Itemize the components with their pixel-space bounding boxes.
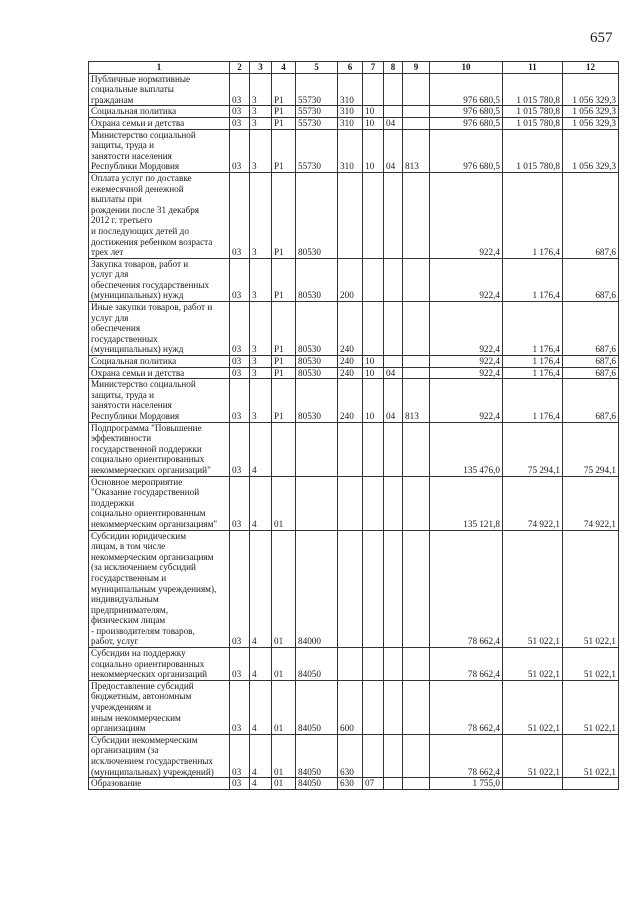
column-header: 6 (338, 62, 363, 74)
table-cell (363, 73, 384, 106)
table-cell: 687,6 (563, 172, 619, 258)
table-cell (363, 648, 384, 681)
row-description-cell (89, 680, 230, 734)
table-cell: 10 (363, 129, 384, 172)
table-cell: 4 (250, 648, 272, 681)
table-cell: Р1 (272, 379, 296, 422)
table-cell: 84050 (296, 734, 338, 777)
table-cell (563, 778, 619, 790)
table-cell: 1 056 329,3 (563, 73, 619, 106)
table-header-row (89, 62, 619, 74)
table-cell: 51 022,1 (563, 648, 619, 681)
table-cell: 687,6 (563, 367, 619, 379)
table-cell: 55730 (296, 129, 338, 172)
table-row (89, 530, 619, 648)
table-row (89, 106, 619, 118)
table-cell: 78 662,4 (430, 734, 503, 777)
table-row (89, 172, 619, 258)
row-description-line: услуг для (91, 269, 129, 280)
table-row (89, 356, 619, 368)
table-cell: 84000 (296, 530, 338, 648)
table-cell (363, 530, 384, 648)
table-cell (384, 734, 403, 777)
table-cell (503, 778, 563, 790)
table-cell: 630 (338, 778, 363, 790)
table-cell: 04 (384, 129, 403, 172)
table-cell: 135 476,0 (430, 422, 503, 476)
row-description-line: государственных (муниципальных) нужд (91, 333, 184, 355)
column-header: 1 (89, 62, 230, 74)
row-description-cell (89, 530, 230, 648)
row-description-cell: Социальная политика (89, 356, 230, 368)
row-description-line: - производителям товаров, (91, 625, 195, 636)
table-cell: 310 (338, 73, 363, 106)
table-cell: 687,6 (563, 258, 619, 301)
column-header: 12 (563, 62, 619, 74)
table-cell: 03 (230, 129, 250, 172)
table-cell: Р1 (272, 302, 296, 356)
table-cell: 687,6 (563, 302, 619, 356)
table-row (89, 117, 619, 129)
row-description-line: некоммерческим организациям (91, 551, 214, 562)
table-cell: 01 (272, 476, 296, 530)
row-description-line: иным некоммерческим организациям (91, 712, 181, 734)
table-cell: 240 (338, 302, 363, 356)
column-header: 10 (430, 62, 503, 74)
table-cell (403, 356, 430, 368)
table-cell: 240 (338, 367, 363, 379)
table-cell (403, 367, 430, 379)
table-cell: 80530 (296, 302, 338, 356)
row-description-cell (89, 379, 230, 422)
row-description-cell (89, 648, 230, 681)
table-cell: 922,4 (430, 302, 503, 356)
table-cell: 74 922,1 (503, 476, 563, 530)
column-header: 5 (296, 62, 338, 74)
table-cell (403, 106, 430, 118)
table-cell: 3 (250, 106, 272, 118)
table-cell: 03 (230, 117, 250, 129)
table-cell: 1 056 329,3 (563, 106, 619, 118)
table-cell (403, 778, 430, 790)
table-cell: 03 (230, 106, 250, 118)
table-cell (338, 648, 363, 681)
table-cell: 200 (338, 258, 363, 301)
table-cell: 976 680,5 (430, 129, 503, 172)
table-cell (403, 680, 430, 734)
table-cell (272, 422, 296, 476)
row-description-cell (89, 258, 230, 301)
row-description-line: Республики Мордовия (91, 161, 180, 172)
table-cell (384, 302, 403, 356)
row-description-line: гражданам (91, 94, 134, 105)
budget-table (88, 61, 619, 790)
row-description-line: услуг для (91, 312, 129, 323)
row-description-line: Закупка товаров, работ и (91, 258, 189, 269)
table-cell: 04 (384, 117, 403, 129)
table-row (89, 129, 619, 172)
table-cell: 813 (403, 129, 430, 172)
row-description-line: рождении после 31 декабря (91, 204, 200, 215)
table-cell: Р1 (272, 117, 296, 129)
table-cell: 310 (338, 129, 363, 172)
row-description-cell (89, 172, 230, 258)
row-description-line: Министерство социальной (91, 129, 196, 140)
table-cell: Р1 (272, 129, 296, 172)
table-cell: 51 022,1 (563, 734, 619, 777)
table-cell: 3 (250, 73, 272, 106)
row-description-line: Субсидии юридическим (91, 530, 187, 541)
table-cell: 4 (250, 734, 272, 777)
row-description-line: социальные выплаты (91, 84, 174, 95)
table-body (89, 73, 619, 789)
table-cell: 976 680,5 (430, 73, 503, 106)
table-cell: 03 (230, 172, 250, 258)
table-cell: 75 294,1 (563, 422, 619, 476)
table-cell: Р1 (272, 106, 296, 118)
table-cell: 1 176,4 (503, 302, 563, 356)
table-cell: 310 (338, 106, 363, 118)
table-cell: 03 (230, 778, 250, 790)
row-description-line: Основное мероприятие (91, 476, 183, 487)
table-row (89, 476, 619, 530)
row-description-line: Министерство социальной (91, 379, 196, 390)
table-cell: 84050 (296, 648, 338, 681)
table-cell (296, 422, 338, 476)
table-cell: 10 (363, 379, 384, 422)
table-cell: 01 (272, 530, 296, 648)
table-cell (363, 302, 384, 356)
table-cell: 1 015 780,8 (503, 106, 563, 118)
row-description-line: (за исключением субсидий (91, 562, 196, 573)
table-cell: 10 (363, 117, 384, 129)
table-cell: 1 176,4 (503, 367, 563, 379)
table-cell: 310 (338, 117, 363, 129)
row-description-line: работ, услуг (91, 636, 139, 647)
table-cell: 78 662,4 (430, 648, 503, 681)
table-cell: 84050 (296, 680, 338, 734)
table-cell: 04 (384, 379, 403, 422)
table-cell: 687,6 (563, 356, 619, 368)
row-description-line: 2012 г. третьего (91, 215, 153, 226)
table-cell: 922,4 (430, 172, 503, 258)
row-description-line: Субсидии на поддержку (91, 648, 186, 659)
table-cell: 3 (250, 258, 272, 301)
row-description-line: Иные закупки товаров, работ и (91, 302, 213, 313)
row-description-line: "Оказание государственной (91, 487, 200, 498)
table-cell: 1 176,4 (503, 356, 563, 368)
table-cell: 630 (338, 734, 363, 777)
row-description-line: защиты, труда и (91, 389, 155, 400)
row-description-line: социально ориентированных (91, 454, 205, 465)
table-cell: 75 294,1 (503, 422, 563, 476)
row-description-line: защиты, труда и (91, 140, 155, 151)
table-cell: 1 015 780,8 (503, 129, 563, 172)
row-description-cell (89, 73, 230, 106)
row-description-line: эффективности (91, 433, 152, 444)
row-description-cell: Образование (89, 778, 230, 790)
table-cell: Р1 (272, 258, 296, 301)
table-row (89, 680, 619, 734)
table-row (89, 367, 619, 379)
table-cell (403, 302, 430, 356)
table-cell: 976 680,5 (430, 106, 503, 118)
table-row (89, 422, 619, 476)
row-description-line: физическим лицам (91, 615, 166, 626)
row-description-line: и последующих детей до достижения ребенком возраста трех лет (91, 225, 213, 258)
table-cell (384, 648, 403, 681)
table-cell: 1 176,4 (503, 172, 563, 258)
row-description-line: занятости населения (91, 400, 172, 411)
row-description-cell: Охрана семьи и детства (89, 367, 230, 379)
table-row (89, 73, 619, 106)
table-cell: Р1 (272, 356, 296, 368)
table-row (89, 648, 619, 681)
table-cell: 55730 (296, 117, 338, 129)
table-cell: 1 056 329,3 (563, 129, 619, 172)
table-cell: 03 (230, 734, 250, 777)
table-cell (363, 476, 384, 530)
table-cell: 976 680,5 (430, 117, 503, 129)
row-description-line: учреждениям и (91, 702, 152, 713)
page-number: 657 (590, 30, 613, 46)
table-cell: 04 (384, 367, 403, 379)
table-cell: 1 015 780,8 (503, 117, 563, 129)
row-description-line: некоммерческих организаций" (91, 464, 211, 475)
table-cell: 10 (363, 106, 384, 118)
row-description-line: Публичные нормативные (91, 73, 191, 84)
table-cell: 01 (272, 680, 296, 734)
table-cell (363, 258, 384, 301)
table-cell: 03 (230, 680, 250, 734)
table-cell: 03 (230, 258, 250, 301)
table-cell: 1 056 329,3 (563, 117, 619, 129)
table-cell: 1 176,4 (503, 258, 563, 301)
table-cell: 03 (230, 356, 250, 368)
table-cell: 3 (250, 129, 272, 172)
table-cell: 51 022,1 (563, 530, 619, 648)
table-cell: 78 662,4 (430, 680, 503, 734)
table-cell: 922,4 (430, 367, 503, 379)
table-cell (338, 172, 363, 258)
table-row (89, 302, 619, 356)
row-description-line: ежемесячной денежной (91, 183, 184, 194)
table-cell: Р1 (272, 73, 296, 106)
table-cell (384, 73, 403, 106)
row-description-line: государственным и (91, 572, 167, 583)
table-cell: 07 (363, 778, 384, 790)
table-cell: 80530 (296, 172, 338, 258)
table-cell: 74 922,1 (563, 476, 619, 530)
table-cell: 01 (272, 778, 296, 790)
table-cell: 80530 (296, 356, 338, 368)
table-cell (384, 476, 403, 530)
row-description-line: Предоставление субсидий (91, 680, 194, 691)
table-cell (384, 172, 403, 258)
table-cell (403, 172, 430, 258)
table-cell (338, 530, 363, 648)
table-cell: 03 (230, 73, 250, 106)
row-description-line: некоммерческим организациям" (91, 518, 218, 529)
table-cell: 51 022,1 (563, 680, 619, 734)
table-cell: 1 176,4 (503, 379, 563, 422)
table-cell (403, 734, 430, 777)
row-description-line: выплаты при (91, 194, 142, 205)
column-header: 2 (230, 62, 250, 74)
table-cell (403, 530, 430, 648)
row-description-line: индивидуальным предпринимателям, (91, 594, 169, 615)
table-cell (338, 476, 363, 530)
table-cell (384, 530, 403, 648)
row-description-line: обеспечения (91, 323, 141, 334)
column-header: 9 (403, 62, 430, 74)
row-description-line: обеспечения государственных (муниципальных) нужд (91, 279, 210, 301)
table-cell: 3 (250, 302, 272, 356)
table-cell (384, 778, 403, 790)
column-header: 3 (250, 62, 272, 74)
table-cell (403, 648, 430, 681)
table-cell: 4 (250, 778, 272, 790)
table-cell: 51 022,1 (503, 680, 563, 734)
row-description-cell (89, 734, 230, 777)
table-cell (403, 422, 430, 476)
row-description-line: исключением государственных (91, 756, 214, 766)
table-cell: 01 (272, 648, 296, 681)
table-cell: 78 662,4 (430, 530, 503, 648)
table-row (89, 379, 619, 422)
table-cell: 03 (230, 379, 250, 422)
column-header: 7 (363, 62, 384, 74)
table-cell: Р1 (272, 367, 296, 379)
table-cell: 240 (338, 379, 363, 422)
row-description-line: занятости населения (91, 150, 172, 161)
row-description-line: государственной поддержки (91, 443, 202, 454)
table-cell: 55730 (296, 73, 338, 106)
table-cell: 922,4 (430, 258, 503, 301)
row-description-line: организациям (за (91, 745, 159, 756)
table-cell: 3 (250, 356, 272, 368)
table-row (89, 258, 619, 301)
row-description-line: социально ориентированных (91, 658, 205, 669)
column-header: 4 (272, 62, 296, 74)
table-cell: 03 (230, 422, 250, 476)
table-cell (384, 258, 403, 301)
table-cell: 03 (230, 530, 250, 648)
table-cell: 51 022,1 (503, 648, 563, 681)
table-cell: 03 (230, 302, 250, 356)
table-cell: 3 (250, 367, 272, 379)
table-cell: 3 (250, 379, 272, 422)
table-cell (363, 734, 384, 777)
table-cell: 687,6 (563, 379, 619, 422)
table-cell: 4 (250, 476, 272, 530)
column-header: 11 (503, 62, 563, 74)
table-cell: 4 (250, 530, 272, 648)
table-cell: 10 (363, 367, 384, 379)
table-cell (384, 106, 403, 118)
table-cell: 922,4 (430, 356, 503, 368)
table-cell (403, 117, 430, 129)
table-cell: 922,4 (430, 379, 503, 422)
row-description-line: социально ориентированным (91, 508, 206, 519)
table-cell: 84050 (296, 778, 338, 790)
row-description-line: муниципальным учреждениям), (91, 583, 217, 594)
row-description-cell (89, 129, 230, 172)
table-cell: 03 (230, 367, 250, 379)
row-description-line: Подпрограмма "Повышение (91, 422, 202, 433)
table-row (89, 734, 619, 777)
row-description-line: лицам, в том числе (91, 541, 166, 552)
table-cell: 600 (338, 680, 363, 734)
table-cell (403, 476, 430, 530)
table-cell (363, 680, 384, 734)
table-cell (384, 680, 403, 734)
table-cell: 240 (338, 356, 363, 368)
table-cell: 80530 (296, 379, 338, 422)
table-cell: 51 022,1 (503, 734, 563, 777)
table-cell: 03 (230, 648, 250, 681)
table-cell: 03 (230, 476, 250, 530)
row-description-line: бюджетным, автономным (91, 691, 192, 702)
table-cell (403, 73, 430, 106)
row-description-line: Оплата услуг по доставке (91, 172, 192, 183)
column-header: 8 (384, 62, 403, 74)
table-cell: 10 (363, 356, 384, 368)
table-cell (384, 356, 403, 368)
table-cell: 813 (403, 379, 430, 422)
row-description-cell: Охрана семьи и детства (89, 117, 230, 129)
table-cell: 135 121,8 (430, 476, 503, 530)
row-description-line: Субсидии некоммерческим (91, 734, 198, 745)
table-cell: 80530 (296, 258, 338, 301)
table-cell: 3 (250, 117, 272, 129)
table-cell: 51 022,1 (503, 530, 563, 648)
table-cell: 3 (250, 172, 272, 258)
table-cell: 1 755,0 (430, 778, 503, 790)
row-description-cell: Социальная политика (89, 106, 230, 118)
table-cell (363, 172, 384, 258)
row-description-cell (89, 422, 230, 476)
row-description-line: некоммерческих организаций (91, 669, 208, 680)
table-cell (384, 422, 403, 476)
table-cell: 55730 (296, 106, 338, 118)
table-row (89, 778, 619, 790)
row-description-line: (муниципальных) учреждений) (91, 766, 214, 777)
row-description-cell (89, 302, 230, 356)
table-cell (403, 258, 430, 301)
row-description-line: Республики Мордовия (91, 411, 180, 421)
table-cell: 4 (250, 680, 272, 734)
table-cell: 1 015 780,8 (503, 73, 563, 106)
table-cell: 01 (272, 734, 296, 777)
row-description-line: поддержки (91, 497, 134, 508)
table-cell: 80530 (296, 367, 338, 379)
table-cell: Р1 (272, 172, 296, 258)
table-cell (338, 422, 363, 476)
table-cell (296, 476, 338, 530)
table-cell: 4 (250, 422, 272, 476)
table-cell (363, 422, 384, 476)
row-description-cell (89, 476, 230, 530)
